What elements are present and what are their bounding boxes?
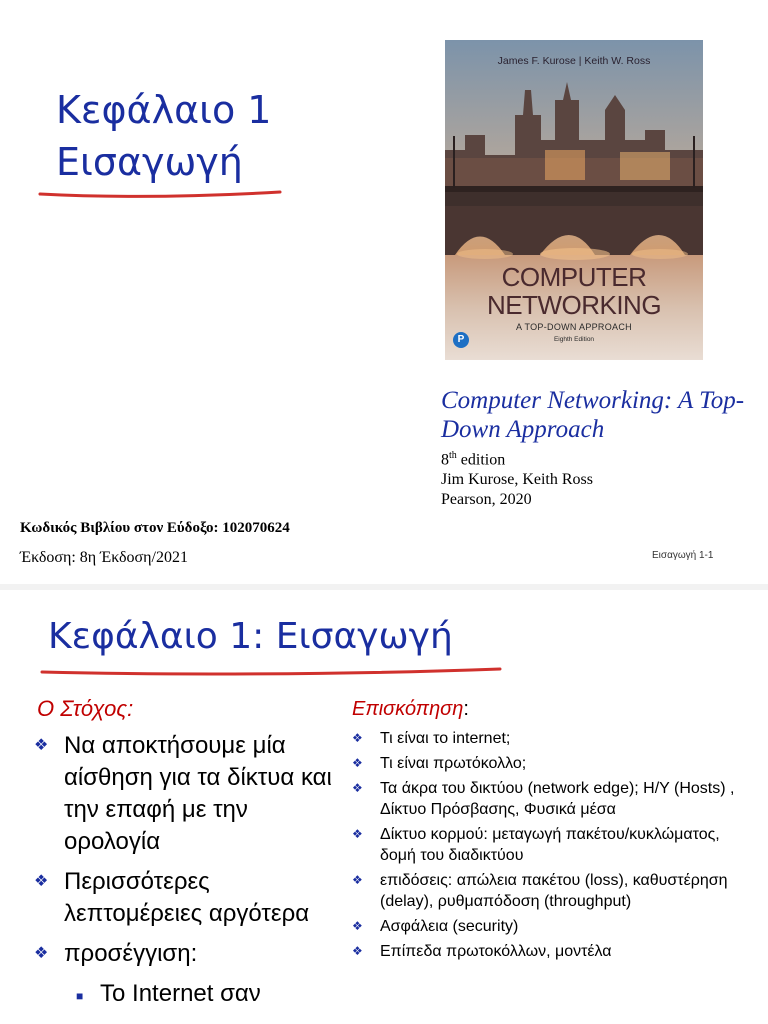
goal-heading: Ο Στόχος: <box>37 696 134 721</box>
slide-2-title: Κεφάλαιο 1: Εισαγωγή <box>48 616 453 657</box>
list-item: ❖ Τι είναι το internet; <box>352 730 511 747</box>
overview-list <box>352 728 752 966</box>
list-item: ❖ επιδόσεις: απώλεια πακέτου (loss), καθυστέρηση (delay), ρυθμαπόδοση (throughput) <box>352 872 728 910</box>
list-item: ❖ Τα άκρα του δικτύου (network edge); Η/Υ (Hosts) , Δίκτυο Πρόσβασης, Φυσικά μέσα <box>352 780 735 818</box>
cover-authors: James F. Kurose | Keith W. Ross <box>497 55 651 67</box>
title-underline <box>40 664 502 678</box>
book-authors: Jim Kurose, Keith Ross <box>441 471 593 489</box>
edition-info: Έκδοση: 8η Έκδοση/2021 <box>20 549 188 566</box>
square-bullet-icon: ■ <box>76 989 84 1003</box>
title-underline <box>38 186 283 200</box>
slide-2 <box>0 590 768 1024</box>
cover-title-line-2: NETWORKING <box>486 290 662 320</box>
diamond-bullet-icon: ❖ <box>352 873 363 887</box>
diamond-bullet-icon: ❖ <box>352 944 363 958</box>
list-item: ❖ Επίπεδα πρωτοκόλλων, μοντέλα <box>352 943 612 960</box>
list-item: ❖ Ασφάλεια (security) <box>352 918 519 935</box>
diamond-bullet-icon: ❖ <box>34 737 49 754</box>
cover-edition: Eighth Edition <box>553 336 595 343</box>
diamond-bullet-icon: ❖ <box>352 781 363 795</box>
diamond-bullet-icon: ❖ <box>352 827 363 841</box>
cover-title-line-1: COMPUTER <box>501 262 647 292</box>
slide-1-title <box>56 84 271 188</box>
diamond-bullet-icon: ❖ <box>352 731 363 745</box>
goal-list <box>34 730 339 1018</box>
edition-line: 8th edition <box>441 450 506 469</box>
cover-subtitle: A TOP-DOWN APPROACH <box>516 322 632 332</box>
book-title: Computer Networking: A Top-Down Approach <box>441 387 745 443</box>
list-item: ❖ Περισσότερες λεπτομέρειες αργότερα <box>34 868 310 927</box>
overview-heading: Επισκόπηση: <box>352 698 469 720</box>
publisher-year: Pearson, 2020 <box>441 491 532 509</box>
book-meta <box>441 446 593 510</box>
list-item: ❖ προσέγγιση: <box>34 938 339 970</box>
list-item: ❖ Να αποκτήσουμε μία αίσθηση για τα δίκτυα και την επαφή με την ορολογία <box>34 732 332 855</box>
diamond-bullet-icon: ❖ <box>352 919 363 933</box>
slide-number: Εισαγωγή 1-1 <box>652 550 714 561</box>
book-cover <box>445 40 703 360</box>
pearson-logo-icon: P <box>453 332 469 348</box>
title-line-1: Κεφάλαιο 1 <box>56 88 272 132</box>
diamond-bullet-icon: ❖ <box>34 873 49 890</box>
eudoxus-code: Κωδικός Βιβλίου στον Εύδοξο: 102070624 <box>20 520 290 536</box>
list-item: ❖ Δίκτυο κορμού: μεταγωγή πακέτου/κυκλώματος, δομή του διαδικτύου <box>352 826 720 864</box>
title-line-2: Εισαγωγή <box>56 140 243 184</box>
diamond-bullet-icon: ❖ <box>34 945 49 962</box>
list-item: ❖ Τι είναι πρωτόκολλο; <box>352 755 527 772</box>
diamond-bullet-icon: ❖ <box>352 756 363 770</box>
list-subitem: ■ Το Internet σαν <box>34 978 339 1010</box>
